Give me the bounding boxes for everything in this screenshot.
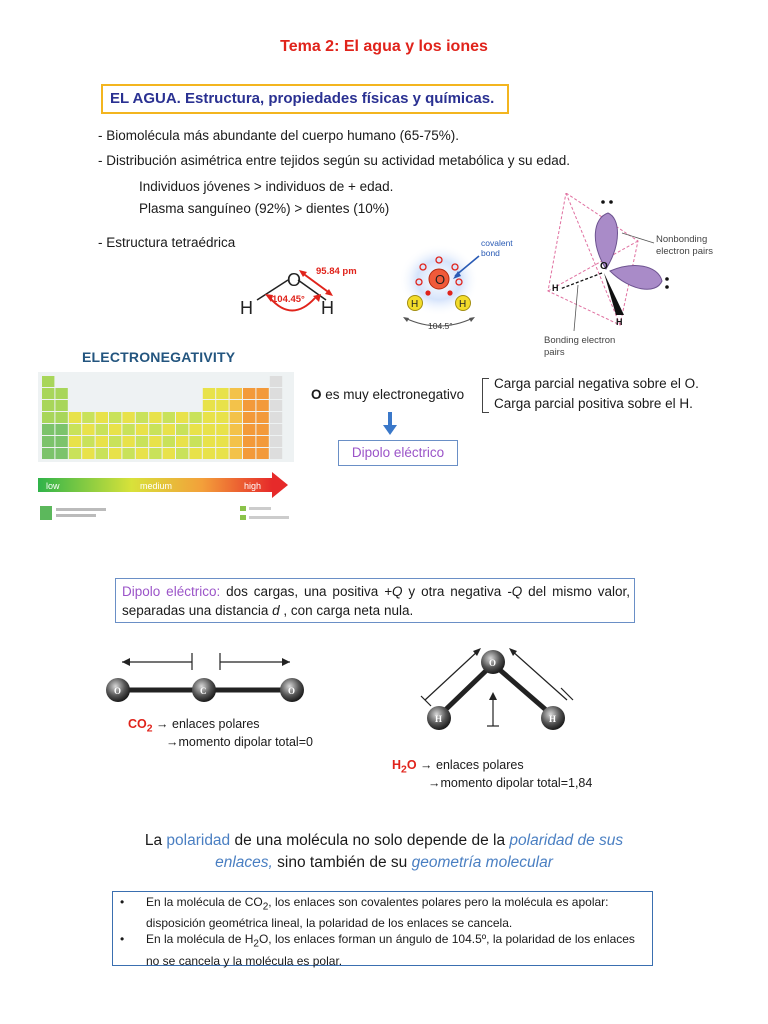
element-cell: [96, 436, 108, 447]
element-cell: [163, 412, 175, 423]
definition-text: [122, 582, 630, 620]
h2o-formula-end: O: [406, 758, 417, 772]
bullet-h2o: [146, 931, 650, 968]
element-cell: [243, 436, 255, 447]
element-cell: [243, 388, 255, 399]
h2o-enlaces: → enlaces polares: [416, 758, 524, 772]
element-cell: [203, 388, 215, 399]
element-cell: [216, 424, 228, 435]
element-cell: [203, 412, 215, 423]
electronegativity-title: ELECTRONEGATIVITY: [82, 349, 236, 365]
element-cell: [82, 424, 94, 435]
element-cell: [149, 436, 161, 447]
element-cell: [176, 424, 188, 435]
element-cell: [203, 400, 215, 411]
element-cell: [42, 436, 54, 447]
element-cell: [69, 412, 81, 423]
element-cell: [69, 448, 81, 459]
water-o-label: O: [287, 270, 302, 290]
element-cell: [55, 436, 67, 447]
pol-4: polaridad de sus: [509, 832, 624, 849]
element-cell: [189, 412, 201, 423]
def-d: d: [272, 603, 280, 618]
element-cell: [230, 436, 242, 447]
section-header: EL AGUA. Estructura, propiedades físicas y químicas.: [110, 90, 495, 107]
element-cell: [42, 424, 54, 435]
element-cell: [96, 424, 108, 435]
element-cell: [109, 436, 121, 447]
co2-label: [128, 717, 313, 749]
brace: [482, 378, 489, 413]
co2-formula-sub: 2: [146, 723, 153, 735]
element-cell: [149, 412, 161, 423]
element-cell: [189, 436, 201, 447]
co2-atom-o2: O: [288, 686, 296, 696]
tetra-h-bottom-label: H: [616, 317, 623, 327]
element-cell: [55, 448, 67, 459]
bullet-co2: [146, 894, 650, 931]
bond-angle-label: 104.45°: [272, 294, 305, 305]
element-cell: [243, 424, 255, 435]
co2-momento: →momento dipolar total=0: [166, 734, 313, 749]
element-cell: [256, 388, 268, 399]
cloud-angle-label: 104.5°: [428, 321, 453, 331]
cloud-o-label: O: [435, 272, 446, 287]
element-cell: [230, 388, 242, 399]
element-cell: [109, 448, 121, 459]
element-cell: [42, 376, 54, 387]
element-cell: [163, 424, 175, 435]
def-q-pos: +Q: [384, 584, 403, 599]
element-cell: [149, 448, 161, 459]
polarity-statement: [0, 830, 768, 874]
bullet-dot: •: [120, 932, 125, 947]
element-cell: [82, 448, 94, 459]
element-cell: [270, 376, 282, 387]
element-cell: [256, 412, 268, 423]
h2o-momento: →momento dipolar total=1,84: [428, 775, 593, 790]
h2o-diagram: [415, 642, 580, 742]
element-cell: [163, 436, 175, 447]
co2-diagram: [100, 648, 312, 712]
pol-2: polaridad: [166, 832, 231, 849]
element-cell: [216, 388, 228, 399]
h2o-formula-main: H: [392, 758, 402, 772]
line-estructura: - Estructura tetraédrica: [98, 235, 236, 250]
b1-part-b: , los enlaces son covalentes polares pero la molécula es apolar: disposición geométrica lineal, la polaridad de los enlaces se cancela.: [146, 895, 609, 931]
b2-part-b: O, los enlaces forman un ángulo de 104.5º, la polaridad de los enlaces no se cancela y la molécula es polar.: [146, 932, 635, 968]
element-cell: [55, 412, 67, 423]
element-cell: [230, 412, 242, 423]
def-part-2: y otra negativa: [402, 584, 508, 599]
element-cell: [176, 436, 188, 447]
element-cell: [230, 400, 242, 411]
element-cell: [69, 436, 81, 447]
element-cell: [189, 448, 201, 459]
element-cell: [230, 448, 242, 459]
pol-3: de una molécula no solo depende de la: [230, 832, 510, 849]
element-cell: [55, 388, 67, 399]
oxygen-symbol: O: [311, 387, 322, 402]
element-cell: [243, 448, 255, 459]
oxygen-electroneg-text: [311, 387, 464, 402]
bullet-dot: •: [120, 895, 125, 909]
definition-label: Dipolo eléctrico:: [122, 584, 221, 599]
element-cell: [176, 448, 188, 459]
co2-atom-o1: O: [114, 686, 122, 696]
h2o-formula-sub: 2: [401, 764, 407, 776]
element-cell: [256, 436, 268, 447]
bond-length-label: 95.84 pm: [316, 266, 357, 277]
element-cell: [69, 424, 81, 435]
element-cell: [270, 448, 282, 459]
element-cell: [136, 436, 148, 447]
element-cell: [203, 436, 215, 447]
co2-atom-c: C: [200, 686, 207, 696]
electroneg-desc: es muy electronegativo: [321, 387, 465, 402]
line-distribucion: - Distribución asimétrica entre tejidos según su actividad metabólica y su edad.: [98, 153, 570, 168]
b2-sub: 2: [253, 938, 259, 950]
covalent-label-1: covalent: [481, 238, 513, 248]
scale-high: high: [244, 481, 262, 491]
b1-sub: 2: [262, 901, 269, 913]
element-cell: [42, 448, 54, 459]
co2-enlaces: → enlaces polares: [152, 717, 260, 731]
def-part-1: dos cargas, una positiva: [220, 584, 385, 599]
element-cell: [42, 400, 54, 411]
element-cell: [42, 412, 54, 423]
element-cell: [256, 424, 268, 435]
element-cell: [136, 412, 148, 423]
scale-medium: medium: [140, 481, 173, 491]
element-cell: [82, 412, 94, 423]
tetra-h-left-label: H: [552, 283, 559, 293]
cloud-h-left-label: H: [411, 299, 419, 310]
h2o-atom-h2: H: [549, 714, 557, 724]
element-cell: [122, 424, 134, 435]
element-cell: [270, 436, 282, 447]
element-cell: [270, 400, 282, 411]
covalent-label-2: bond: [481, 248, 500, 258]
element-cell: [270, 412, 282, 423]
line-biomolecula: - Biomolécula más abundante del cuerpo humano (65-75%).: [98, 128, 459, 143]
element-cell: [136, 448, 148, 459]
electronegativity-table: [36, 340, 296, 525]
h2o-label: [392, 758, 592, 790]
tetrahedral-figure: [538, 193, 763, 361]
element-cell: [203, 424, 215, 435]
element-cell: [149, 424, 161, 435]
h2o-atom-o: O: [489, 658, 497, 668]
b1-part-a: En la molécula de CO: [146, 895, 263, 909]
list-item: [120, 894, 650, 931]
b2-part-a: En la molécula de H: [146, 932, 254, 947]
nonbonding-label-2: electron pairs: [656, 246, 714, 257]
element-cell: [216, 400, 228, 411]
pol-7: geometría molecular: [411, 854, 553, 871]
element-cell: [270, 424, 282, 435]
water-structure-figure: [235, 258, 370, 320]
water-h-left-label: H: [240, 298, 253, 318]
element-cell: [176, 412, 188, 423]
element-cell: [189, 424, 201, 435]
def-part-3: del mismo valor, separadas una distancia: [122, 584, 631, 618]
pol-1: La: [144, 832, 167, 849]
element-cell: [96, 448, 108, 459]
scale-low: low: [46, 481, 60, 491]
element-cell: [256, 400, 268, 411]
pol-5: enlaces,: [215, 854, 273, 871]
pol-6: sino también de su: [272, 854, 412, 871]
element-cell: [122, 412, 134, 423]
element-cell: [122, 436, 134, 447]
h2o-atom-h1: H: [435, 714, 443, 724]
element-cell: [203, 448, 215, 459]
element-cell: [163, 448, 175, 459]
element-cell: [109, 412, 121, 423]
cloud-h-right-label: H: [459, 299, 467, 310]
bonding-label-2: pairs: [544, 347, 565, 358]
nonbonding-label-1: Nonbonding: [656, 234, 708, 245]
arrow-down-icon: [382, 412, 398, 436]
electronegativity-figure: [36, 340, 296, 525]
element-cell: [256, 448, 268, 459]
element-cell: [55, 424, 67, 435]
element-cell: [243, 400, 255, 411]
co2-formula: [128, 717, 153, 735]
electron-cloud-figure: [395, 232, 515, 332]
element-cell: [122, 448, 134, 459]
element-cell: [42, 388, 54, 399]
element-cell: [82, 436, 94, 447]
element-cell: [216, 448, 228, 459]
def-q-neg: -Q: [507, 584, 523, 599]
element-cell: [96, 412, 108, 423]
line-individuos: Individuos jóvenes > individuos de + edad.: [139, 179, 394, 194]
tetra-o-label: O: [600, 261, 608, 272]
co2-formula-main: CO: [128, 717, 147, 731]
h2o-formula: [392, 758, 417, 776]
element-cell: [216, 412, 228, 423]
page-title: Tema 2: El agua y los iones: [280, 38, 488, 55]
list-item: [120, 931, 650, 968]
element-cell: [230, 424, 242, 435]
element-cell: [243, 412, 255, 423]
element-cell: [216, 436, 228, 447]
def-part-4: , con carga neta nula.: [279, 603, 414, 618]
carga-positiva: Carga parcial positiva sobre el H.: [494, 396, 693, 411]
element-cell: [136, 424, 148, 435]
line-plasma: Plasma sanguíneo (92%) > dientes (10%): [139, 201, 390, 216]
element-cell: [55, 400, 67, 411]
summary-list: [120, 894, 650, 969]
element-cell: [109, 424, 121, 435]
water-h-right-label: H: [321, 298, 334, 318]
carga-negativa: Carga parcial negativa sobre el O.: [494, 376, 699, 391]
element-cell: [270, 388, 282, 399]
dipolo-label: Dipolo eléctrico: [351, 445, 445, 460]
bonding-label-1: Bonding electron: [544, 335, 616, 346]
